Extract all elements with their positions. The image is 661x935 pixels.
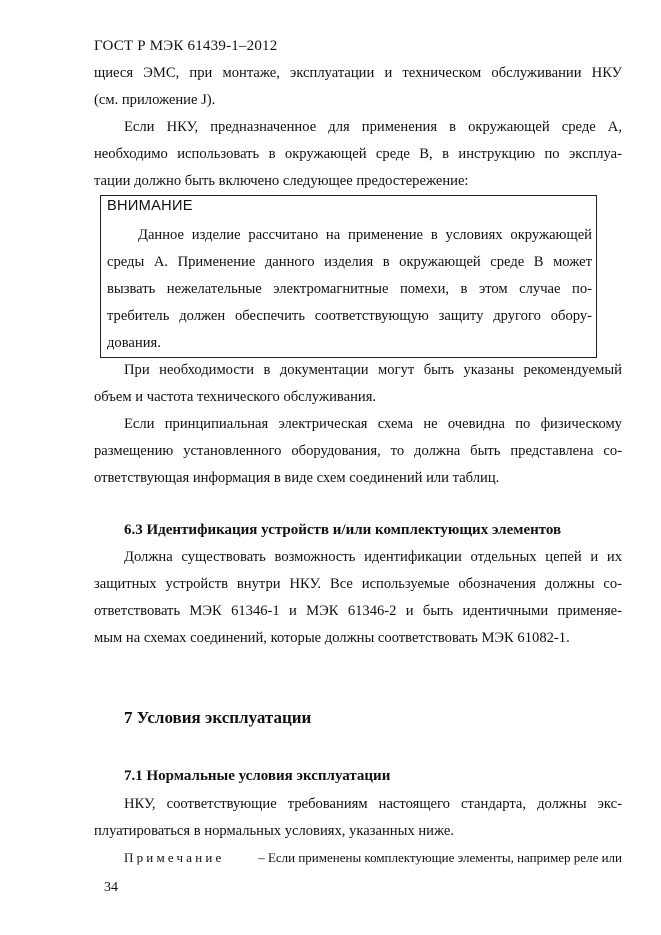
warning-line: Данное изделие рассчитано на применение в условиях окружающей	[138, 227, 592, 243]
body-line: Если НКУ, предназначенное для применения в окружающей среде А,	[124, 119, 622, 135]
body-line: защитных устройств внутри НКУ. Все используемые обозначения должны со-	[94, 576, 622, 592]
body-line: щиеся ЭМС, при монтаже, эксплуатации и техническом обслуживании НКУ	[94, 65, 622, 81]
warning-line: дования.	[107, 335, 161, 351]
body-line: плуатироваться в нормальных условиях, указанных ниже.	[94, 823, 454, 839]
body-line: объем и частота технического обслуживания.	[94, 389, 377, 405]
note-line	[124, 850, 622, 866]
section-heading-6-3: 6.3 Идентификация устройств и/или комплектующих элементов	[124, 522, 562, 538]
body-line: (см. приложение J).	[94, 92, 216, 108]
body-line: НКУ, соответствующие требованиям настоящего стандарта, должны экс-	[124, 796, 622, 812]
warning-box	[100, 195, 597, 358]
warning-line: среды А. Применение данного изделия в окружающей среде В может	[107, 254, 592, 270]
note-label: Примечание	[124, 850, 225, 865]
section-heading-7-1: 7.1 Нормальные условия эксплуатации	[124, 768, 391, 784]
note-text: – Если применены комплектующие элементы, например реле или	[258, 850, 622, 865]
body-line: тации должно быть включено следующее предостережение:	[94, 173, 469, 189]
body-line: Должна существовать возможность идентификации отдельных цепей и их	[124, 549, 622, 565]
section-heading-7: 7 Условия эксплуатации	[124, 708, 312, 727]
body-line: Если принципиальная электрическая схема не очевидна по физическому	[124, 416, 622, 432]
page-number: 34	[104, 880, 118, 895]
body-line: ответствующая информация в виде схем соединений или таблиц.	[94, 470, 500, 486]
document-header: ГОСТ Р МЭК 61439-1–2012	[94, 38, 278, 54]
warning-line: вызвать нежелательные электромагнитные помехи, в этом случае по-	[107, 281, 592, 297]
body-line: ответствовать МЭК 61346-1 и МЭК 61346-2 и быть идентичными применяе-	[94, 603, 622, 619]
warning-title: ВНИМАНИЕ	[107, 198, 193, 214]
warning-line: требитель должен обеспечить соответствующую защиту другого обору-	[107, 308, 592, 324]
body-line: При необходимости в документации могут быть указаны рекомендуемый	[124, 362, 622, 378]
body-line: мым на схемах соединений, которые должны соответствовать МЭК 61082-1.	[94, 630, 570, 646]
body-line: размещению установленного оборудования, то должна быть представлена со-	[94, 443, 622, 459]
body-line: необходимо использовать в окружающей среде В, в инструкцию по эксплуа-	[94, 146, 622, 162]
